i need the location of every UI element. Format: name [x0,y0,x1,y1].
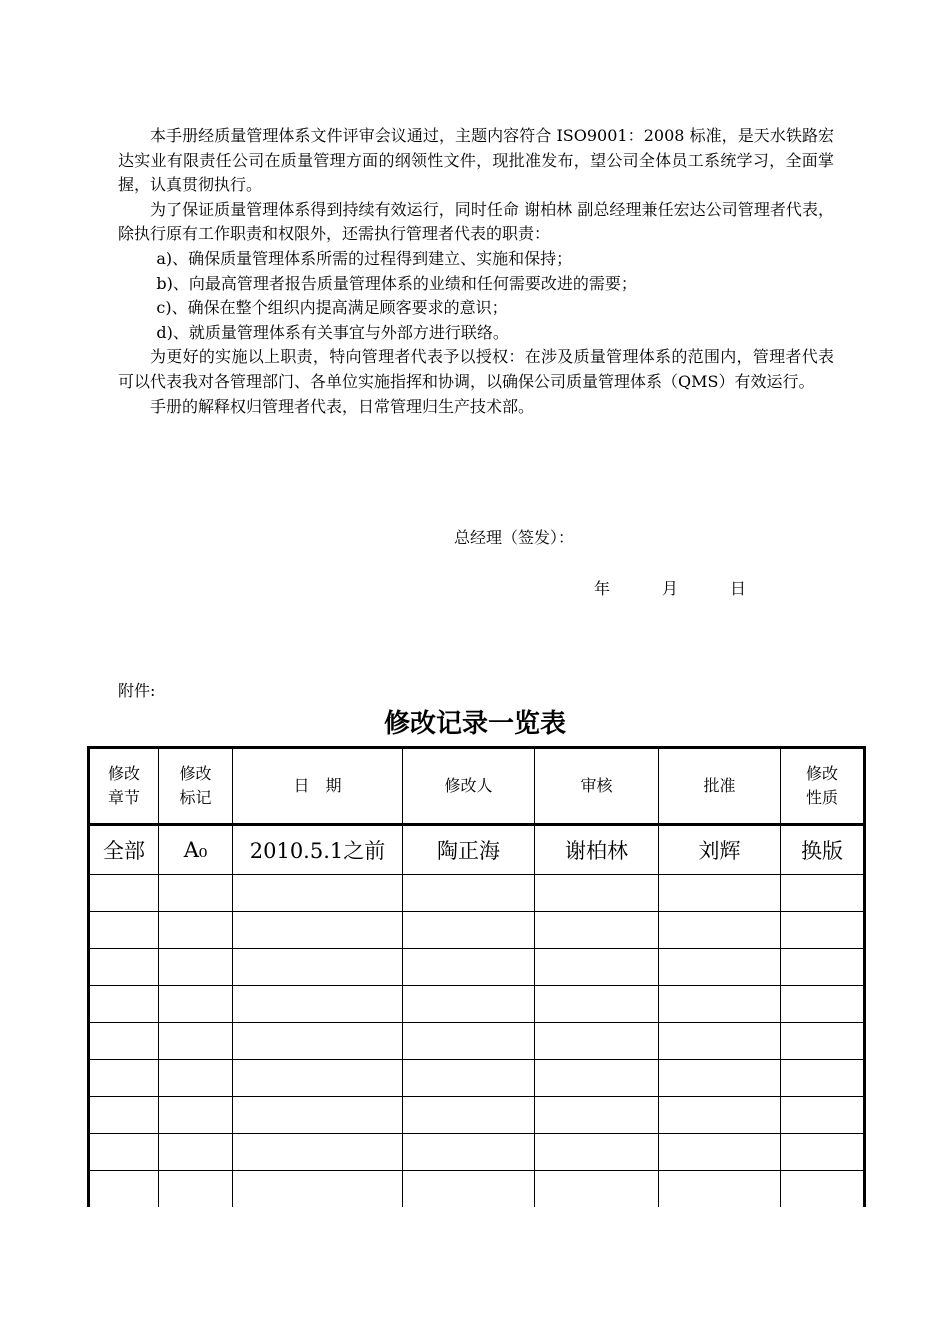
duty-item-c: c)、确保在整个组织内提高满足顾客要求的意识； [156,298,508,318]
date-day-label: 日 [730,579,747,598]
duty-item-d: d)、就质量管理体系有关事宜与外部方进行联络。 [156,322,509,342]
date-year-label: 年 [594,579,611,598]
cell-reviewer: 谢柏林 [535,825,659,875]
cell-approver: 刘辉 [659,825,781,875]
cell-date: 2010.5.1之前 [233,825,403,875]
header-mark: 修改 标记 [159,748,233,825]
empty-table-row [89,1134,865,1171]
attachment-label: 附件: [118,681,156,700]
empty-table-row [89,1023,865,1060]
authorization-paragraph: 为更好的实施以上职责，特向管理者代表予以授权：在涉及质量管理体系的范围内，管理者代表可以代表我对各管理部门、各单位实施指挥和协调，以确保公司质量管理体系（QMS）有效运行。 [118,347,834,391]
revision-table [87,746,866,1207]
header-modifier: 修改人 [403,748,535,825]
cell-chapter: 全部 [89,825,159,875]
header-approver: 批准 [659,748,781,825]
duty-item-b: b)、向最高管理者报告质量管理体系的业绩和任何需要改进的需要； [156,273,637,293]
empty-table-row [89,1097,865,1134]
empty-table-row [89,986,865,1023]
empty-table-row [89,875,865,912]
header-nature: 修改 性质 [781,748,865,825]
empty-table-row [89,949,865,986]
empty-table-row [89,1171,865,1208]
appointment-paragraph: 为了保证质量管理体系得到持续有效运行，同时任命 谢柏林 副总经理兼任宏达公司管理者代表，除执行原有工作职责和权限外，还需执行管理者代表的职责： [118,199,834,244]
empty-table-row [89,912,865,949]
header-reviewer: 审核 [535,748,659,825]
interpretation-paragraph: 手册的解释权归管理者代表，日常管理归生产技术部。 [150,396,535,416]
header-chapter: 修改 章节 [89,748,159,825]
cell-mark: A₀ [159,825,233,875]
cell-nature: 换版 [781,825,865,875]
intro-paragraph: 本手册经质量管理体系文件评审会议通过，主题内容符合 ISO9001：2008 标准，是天水铁路宏达实业有限责任公司在质量管理方面的纲领性文件，现批准发布，望公司全体员工系统学习，全面掌握，认真贯彻执行。 [118,126,834,195]
empty-table-row [89,1060,865,1097]
header-date: 日 期 [233,748,403,825]
signature-label: 总经理（签发）： [454,528,575,547]
table-row [89,825,865,875]
date-month-label: 月 [662,579,679,598]
revision-table-title: 修改记录一览表 [383,709,566,739]
duty-item-a: a)、确保质量管理体系所需的过程得到建立、实施和保持； [156,248,573,268]
table-header-row [89,748,865,825]
manual-preface [118,124,834,419]
sign-date [594,576,746,599]
cell-modifier: 陶正海 [403,825,535,875]
